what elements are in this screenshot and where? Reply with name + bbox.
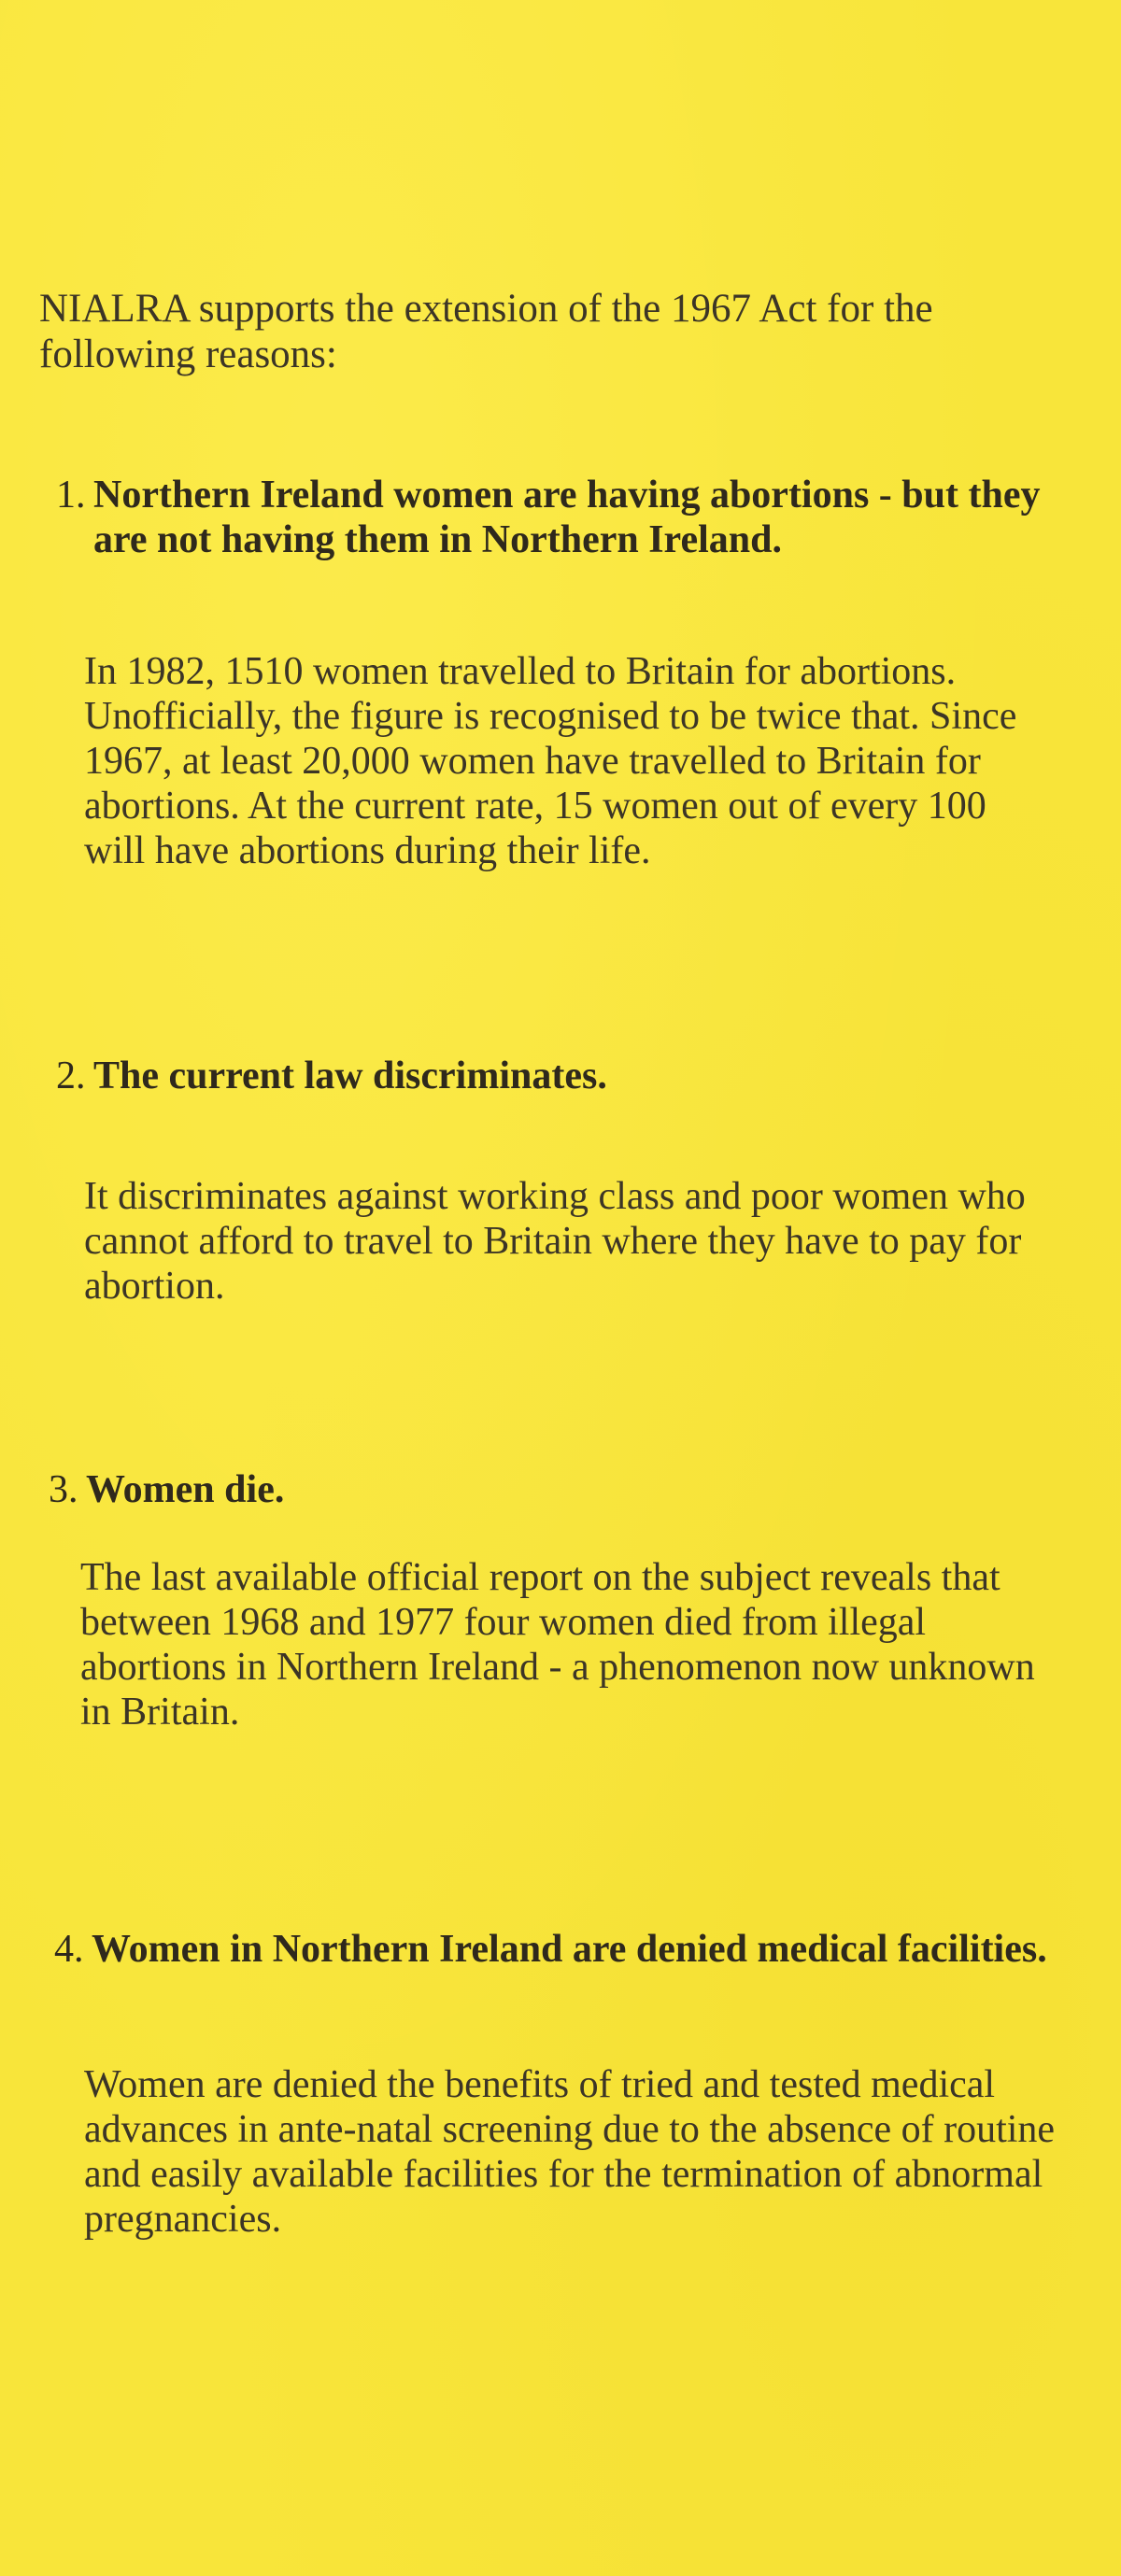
section-2-body: It discriminates against working class and poor women who cannot afford to travel to Britain where they have to pay for abortion. xyxy=(84,1175,1026,1308)
section-3-number: 3. xyxy=(49,1468,78,1511)
section-2-heading-text: The current law discriminates. xyxy=(93,1054,607,1097)
section-1-body: In 1982, 1510 women travelled to Britain for abortions. Unofficially, the figure is recognised to be twice that. Since 1967, at least 20,000 women have travelled to Britain for abortions. At the current rate, 15 women out of every 100 will have abortions during their life. xyxy=(84,650,1017,872)
section-1-heading xyxy=(56,473,1065,562)
section-1-heading-text: Northern Ireland women are having abortions - but they are not having them in Northern Ireland. xyxy=(93,474,1041,561)
section-4-heading xyxy=(54,1927,1063,1972)
section-2-number: 2. xyxy=(56,1054,86,1097)
section-4-body: Women are denied the benefits of tried and tested medical advances in ante-natal screening due to the absence of routine and easily available facilities for the termination of abnormal pregnancies. xyxy=(84,2063,1056,2241)
section-3-body: The last available official report on the subject reveals that between 1968 and 1977 four women died from illegal abortions in Northern Ireland - a phenomenon now unknown in Britain. xyxy=(80,1556,1035,1734)
section-3-heading xyxy=(49,1467,1057,1512)
section-3-heading-text: Women die. xyxy=(86,1468,285,1511)
section-2-heading xyxy=(56,1054,1065,1098)
section-1-number: 1. xyxy=(56,474,86,517)
section-4-heading-text: Women in Northern Ireland are denied medical facilities. xyxy=(92,1928,1047,1971)
section-4-number: 4. xyxy=(54,1928,84,1971)
intro-paragraph: NIALRA supports the extension of the 1967 Act for the following reasons: xyxy=(39,287,933,376)
